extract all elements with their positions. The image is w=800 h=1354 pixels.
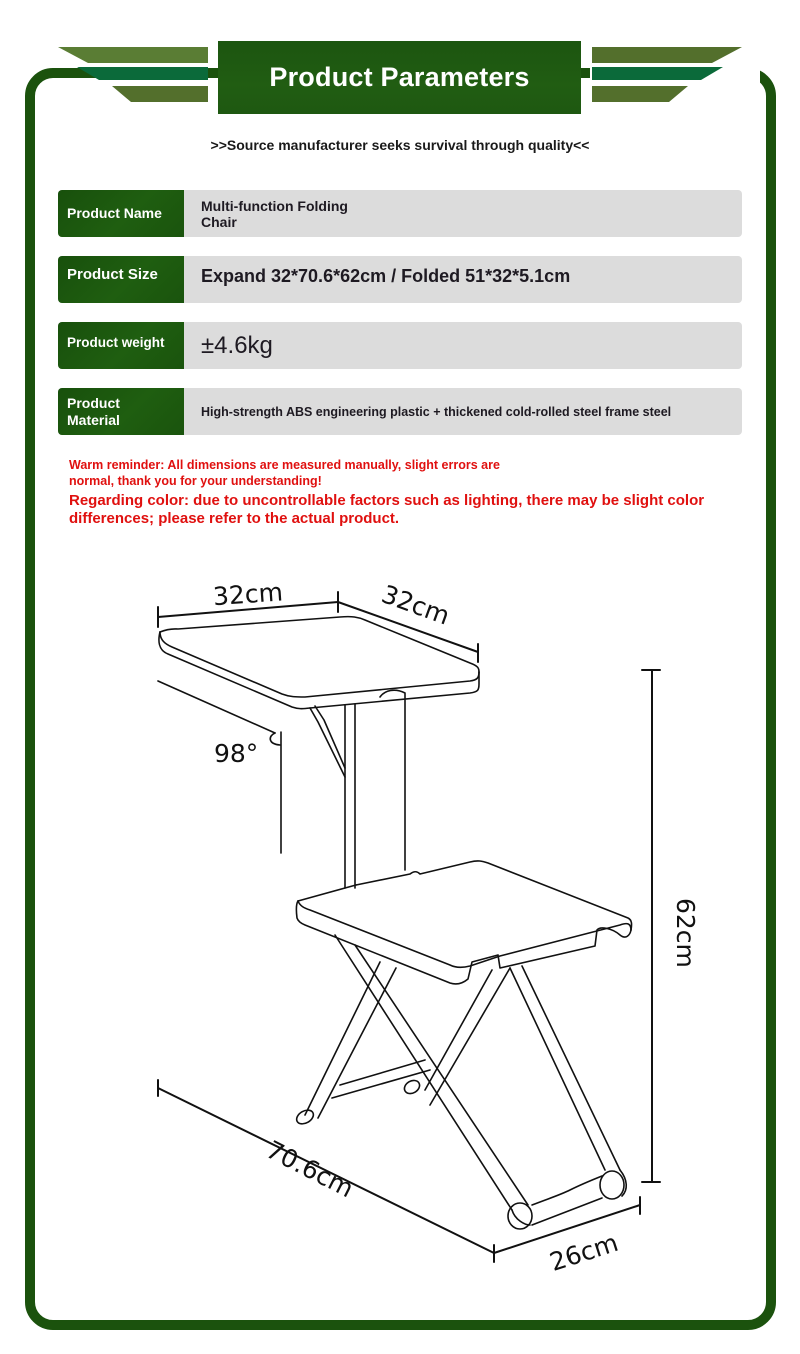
param-label: Product weight [58, 322, 184, 369]
dimension-backrest-depth [338, 579, 478, 662]
dimension-length [158, 1080, 494, 1253]
param-value [184, 190, 742, 237]
warning-line: differences; please refer to the actual product. [69, 510, 400, 527]
param-value-line: Multi-function Folding [201, 197, 348, 214]
warning-line: Regarding color: due to uncontrollable factors such as lighting, there may be slight color [69, 492, 705, 509]
seat-panel [296, 861, 631, 984]
param-row-size [58, 256, 742, 303]
param-value-line: Chair [201, 213, 237, 230]
param-value: High-strength ABS engineering plastic + thickened cold-rolled steel frame steel [201, 404, 672, 419]
title-banner [218, 41, 581, 114]
svg-text:32cm: 32cm [377, 579, 454, 631]
param-row-name [58, 190, 742, 237]
param-row-weight [58, 322, 742, 369]
right-wing-decoration [590, 46, 745, 104]
svg-text:70.6cm: 70.6cm [261, 1134, 359, 1204]
dimension-base-width [494, 1197, 640, 1277]
param-row-material [58, 388, 742, 435]
param-value: Expand 32*70.6*62cm / Folded 51*32*5.1cm [201, 266, 571, 286]
chair-diagram [0, 560, 800, 1280]
param-label-line: Material [67, 411, 120, 428]
warm-reminder [69, 457, 589, 489]
tagline: >>Source manufacturer seeks survival through quality<< [210, 137, 590, 153]
warning-line: normal, thank you for your understanding! [69, 474, 322, 488]
param-value: ±4.6kg [201, 331, 273, 359]
color-notice [69, 492, 759, 528]
svg-text:62cm: 62cm [671, 898, 700, 968]
left-wing-decoration [55, 46, 210, 104]
param-label: Product Name [58, 190, 184, 237]
svg-text:26cm: 26cm [546, 1227, 622, 1278]
svg-text:32cm: 32cm [212, 577, 284, 612]
param-label: Product Size [58, 256, 184, 303]
param-label [58, 388, 184, 435]
angle-label: 98° [214, 739, 259, 768]
param-label-line: Product [67, 394, 120, 411]
page-title: Product Parameters [269, 62, 530, 92]
dimension-height [642, 670, 700, 1182]
warning-line: Warm reminder: All dimensions are measured manually, slight errors are [69, 458, 500, 472]
backrest-panel [158, 617, 479, 888]
